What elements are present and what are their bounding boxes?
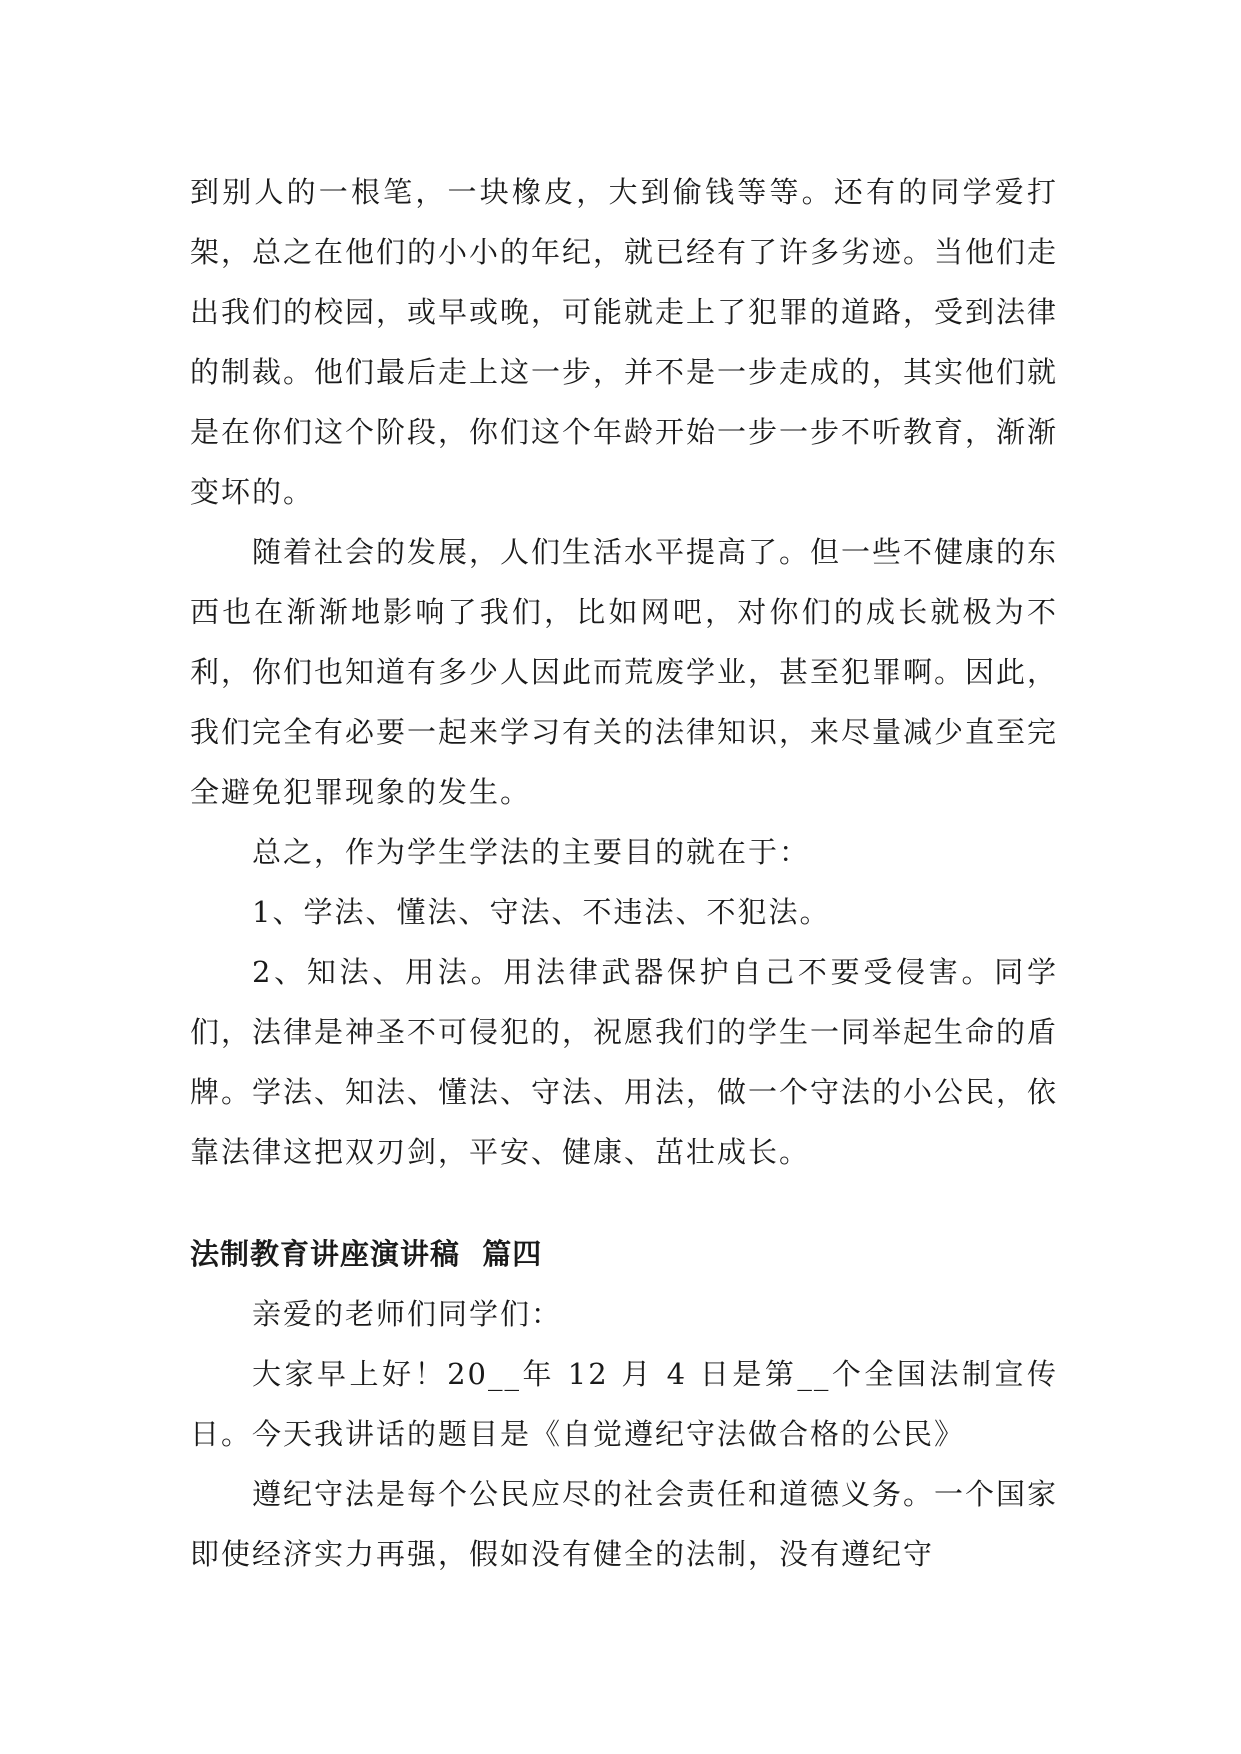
paragraph-greeting: 亲爱的老师们同学们： [252, 1297, 563, 1331]
paragraph-body: 遵纪守法是每个公民应尽的社会责任和道德义务。一个国家即使经济实力再强，假如没有健全的法制，没有遵纪守 [190, 1477, 1059, 1571]
section-heading: 法制教育讲座演讲稿 篇四 [190, 1237, 543, 1271]
paragraph-intro: 大家早上好！20__年 12 月 4 日是第__个全国法制宣传日。今天我讲话的题目是《自觉遵纪守法做合格的公民》 [190, 1357, 1058, 1451]
document-page [190, 162, 1058, 1584]
paragraph-purpose: 总之，作为学生学法的主要目的就在于： [252, 835, 811, 869]
paragraph-continuation: 到别人的一根笔，一块橡皮，大到偷钱等等。还有的同学爱打架，总之在他们的小小的年纪，就已经有了许多劣迹。当他们走出我们的校园，或早或晚，可能就走上了犯罪的道路，受到法律的制裁。他们最后走上这一步，并不是一步走成的，其实他们就是在你们这个阶段，你们这个年龄开始一步一步不听教育，渐渐变坏的。 [190, 175, 1059, 509]
list-item-2: 2、知法、用法。用法律武器保护自己不要受侵害。同学们，法律是神圣不可侵犯的，祝愿我们的学生一同举起生命的盾牌。学法、知法、懂法、守法、用法，做一个守法的小公民，依靠法律这把双刃剑，平安、健康、茁壮成长。 [190, 955, 1059, 1169]
paragraph-society: 随着社会的发展，人们生活水平提高了。但一些不健康的东西也在渐渐地影响了我们，比如网吧，对你们的成长就极为不利，你们也知道有多少人因此而荒废学业，甚至犯罪啊。因此，我们完全有必要一起来学习有关的法律知识，来尽量减少直至完全避免犯罪现象的发生。 [190, 535, 1059, 809]
list-item-1: 1、学法、懂法、守法、不违法、不犯法。 [252, 895, 831, 929]
